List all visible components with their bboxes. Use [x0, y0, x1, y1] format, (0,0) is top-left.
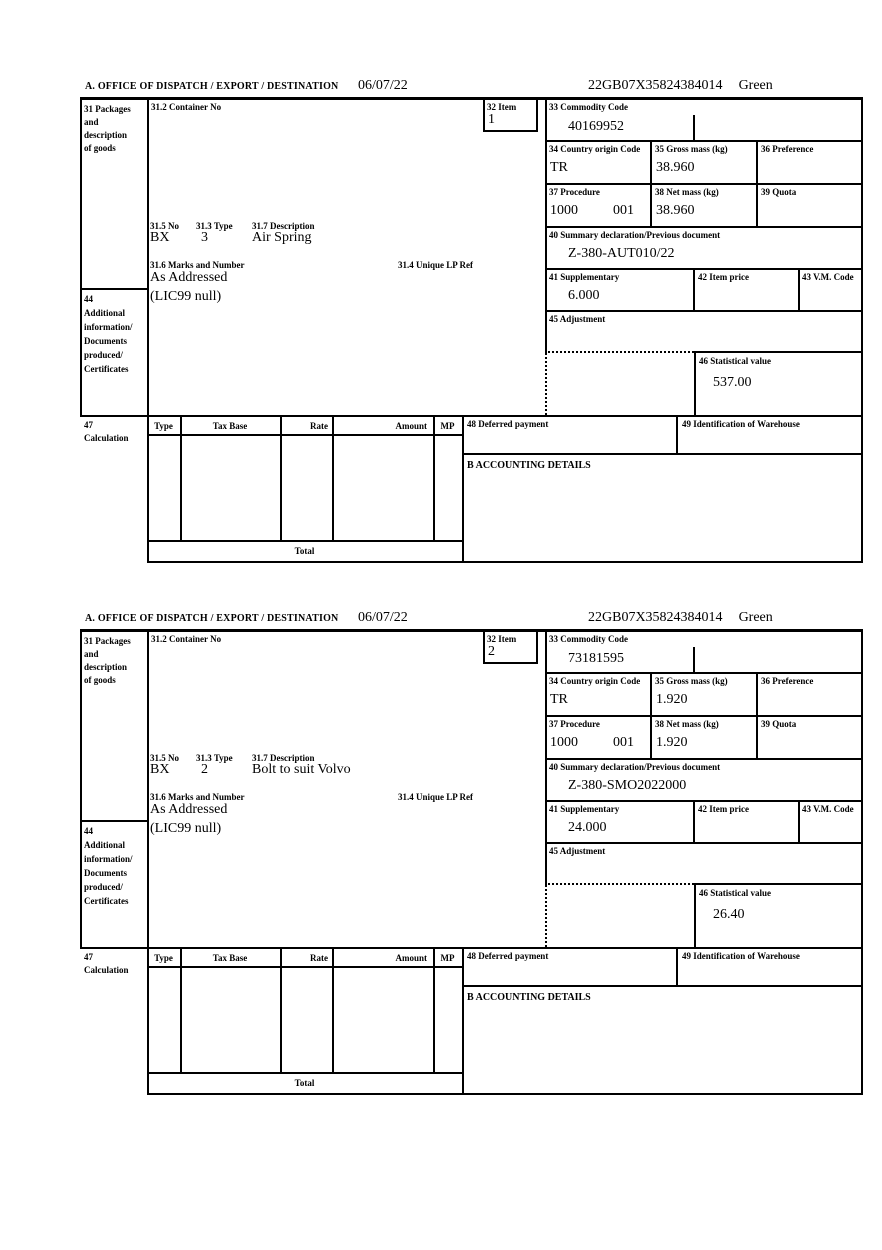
- grid-line: [332, 415, 334, 542]
- item-price-label: 42 Item price: [698, 804, 749, 814]
- item-number-label: 32 Item: [487, 102, 517, 112]
- grid-line: [545, 226, 863, 228]
- commodity-code-value: 73181595: [568, 651, 624, 666]
- grid-line: [433, 947, 435, 1074]
- grid-line: [545, 183, 863, 185]
- grid-line: [147, 561, 863, 563]
- office-of-dispatch-title: A. OFFICE OF DISPATCH / EXPORT / DESTINATION: [85, 81, 339, 92]
- label-line: Certificates: [84, 896, 129, 906]
- grid-line: [861, 97, 863, 563]
- grid-line: [80, 820, 149, 822]
- total-label: Total: [294, 546, 315, 556]
- packages-type-label: 31.3 Type: [196, 753, 233, 763]
- accounting-details-label: B ACCOUNTING DETAILS: [467, 992, 591, 1003]
- grid-line: [650, 672, 652, 760]
- supplementary-label: 41 Supplementary: [549, 804, 620, 814]
- grid-line: [147, 1072, 464, 1074]
- procedure-label: 37 Procedure: [549, 719, 600, 729]
- procedure-value-1: 1000: [550, 203, 578, 218]
- lp-ref-label: 31.4 Unique LP Ref: [398, 792, 474, 802]
- routing-status: Green: [738, 78, 773, 93]
- grid-line: [147, 434, 464, 436]
- label-line: 47: [84, 420, 93, 430]
- tax-base-header: Tax Base: [212, 421, 248, 431]
- grid-line: [536, 97, 538, 132]
- grid-line: [676, 947, 678, 987]
- grid-line: [756, 672, 758, 760]
- grid-line: [483, 97, 485, 130]
- item-number-label: 32 Item: [487, 634, 517, 644]
- grid-line: [545, 758, 863, 760]
- gross-mass-value: 38.960: [656, 160, 695, 175]
- label-line: produced/: [84, 882, 123, 892]
- tax-rate-header: Rate: [310, 953, 328, 963]
- warehouse-label: 49 Identification of Warehouse: [682, 951, 800, 961]
- quota-label: 39 Quota: [761, 187, 797, 197]
- grid-line: [462, 453, 863, 455]
- deferred-payment-label: 48 Deferred payment: [467, 951, 549, 961]
- summary-declaration-value: Z-380-SMO2022000: [568, 778, 687, 793]
- marks-value: As Addressed: [150, 270, 228, 285]
- statistical-value-label: 46 Statistical value: [699, 888, 771, 898]
- office-of-dispatch-title: A. OFFICE OF DISPATCH / EXPORT / DESTINATION: [85, 613, 339, 624]
- label-line: information/: [84, 854, 133, 864]
- packages-no-label: 31.5 No: [150, 753, 179, 763]
- adjustment-label: 45 Adjustment: [549, 846, 606, 856]
- net-mass-label: 38 Net mass (kg): [655, 187, 719, 197]
- grid-line: [545, 629, 547, 885]
- packages-type-label: 31.3 Type: [196, 221, 233, 231]
- grid-line: [545, 97, 547, 353]
- grid-line: [694, 883, 863, 885]
- box47-calculation-label: [84, 419, 129, 445]
- grid-line: [80, 947, 863, 949]
- procedure-value-2: 001: [613, 203, 634, 218]
- grid-line: [693, 647, 695, 672]
- preference-label: 36 Preference: [761, 144, 814, 154]
- label-line: 31 Packages: [84, 104, 131, 114]
- statistical-value-value: 26.40: [713, 907, 745, 922]
- box31-packages-label: [84, 103, 131, 155]
- tax-mp-header: MP: [440, 953, 455, 963]
- grid-line: [545, 140, 863, 142]
- grid-line: [483, 629, 485, 662]
- box44-additional-label: [84, 824, 133, 908]
- supplementary-value: 24.000: [568, 820, 607, 835]
- label-line: of goods: [84, 143, 116, 153]
- dotted-line: [545, 353, 547, 415]
- declaration-reference: [588, 610, 773, 625]
- warehouse-label: 49 Identification of Warehouse: [682, 419, 800, 429]
- vm-code-label: 43 V.M. Code: [802, 272, 854, 282]
- grid-line: [756, 140, 758, 228]
- procedure-label: 37 Procedure: [549, 187, 600, 197]
- country-origin-label: 34 Country origin Code: [549, 676, 641, 686]
- grid-line: [280, 947, 282, 1074]
- summary-declaration-value: Z-380-AUT010/22: [568, 246, 675, 261]
- additional-info-value: (LIC99 null): [150, 821, 222, 836]
- grid-line: [180, 415, 182, 542]
- grid-line: [545, 715, 863, 717]
- grid-line: [693, 115, 695, 140]
- summary-declaration-label: 40 Summary declaration/Previous document: [549, 230, 721, 240]
- packages-no-value: BX: [150, 230, 170, 245]
- total-label: Total: [294, 1078, 315, 1088]
- label-line: Additional: [84, 840, 126, 850]
- grid-line: [147, 629, 149, 1095]
- item-number-value: 1: [488, 112, 495, 127]
- deferred-payment-label: 48 Deferred payment: [467, 419, 549, 429]
- gross-mass-label: 35 Gross mass (kg): [655, 676, 728, 686]
- grid-line: [545, 310, 863, 312]
- grid-line: [694, 351, 696, 415]
- label-line: description: [84, 662, 128, 672]
- dotted-line: [545, 351, 694, 353]
- grid-line: [861, 629, 863, 1095]
- commodity-code-label: 33 Commodity Code: [549, 634, 628, 644]
- grid-line: [650, 140, 652, 228]
- label-line: description: [84, 130, 128, 140]
- grid-line: [147, 540, 464, 542]
- mrn-number: 22GB07X35824384014: [588, 78, 723, 93]
- lp-ref-label: 31.4 Unique LP Ref: [398, 260, 474, 270]
- grid-line: [693, 268, 695, 312]
- packages-no-value: BX: [150, 762, 170, 777]
- gross-mass-label: 35 Gross mass (kg): [655, 144, 728, 154]
- grid-line: [80, 629, 863, 632]
- gross-mass-value: 1.920: [656, 692, 688, 707]
- accounting-details-label: B ACCOUNTING DETAILS: [467, 460, 591, 471]
- declaration-reference: [588, 78, 773, 93]
- statistical-value-value: 537.00: [713, 375, 752, 390]
- grid-line: [545, 842, 863, 844]
- grid-line: [180, 947, 182, 1074]
- grid-line: [483, 130, 538, 132]
- description-value: Bolt to suit Volvo: [252, 762, 351, 777]
- description-label: 31.7 Description: [252, 221, 315, 231]
- country-origin-label: 34 Country origin Code: [549, 144, 641, 154]
- net-mass-value: 38.960: [656, 203, 695, 218]
- label-line: information/: [84, 322, 133, 332]
- marks-label: 31.6 Marks and Number: [150, 792, 245, 802]
- grid-line: [798, 268, 800, 312]
- grid-line: [693, 800, 695, 844]
- tax-amount-header: Amount: [395, 421, 427, 431]
- label-line: 44: [84, 294, 93, 304]
- commodity-code-value: 40169952: [568, 119, 624, 134]
- box47-calculation-label: [84, 951, 129, 977]
- dotted-line: [545, 885, 547, 947]
- grid-line: [80, 288, 149, 290]
- grid-line: [147, 97, 149, 563]
- grid-line: [798, 800, 800, 844]
- label-line: produced/: [84, 350, 123, 360]
- label-line: Calculation: [84, 433, 129, 443]
- marks-label: 31.6 Marks and Number: [150, 260, 245, 270]
- label-line: 47: [84, 952, 93, 962]
- label-line: Calculation: [84, 965, 129, 975]
- dotted-line: [545, 883, 694, 885]
- declaration-item-block: [80, 607, 864, 1107]
- grid-line: [80, 97, 863, 100]
- tax-rate-header: Rate: [310, 421, 328, 431]
- declaration-date: 06/07/22: [358, 610, 408, 625]
- container-no-label: 31.2 Container No: [151, 634, 222, 644]
- tax-mp-header: MP: [440, 421, 455, 431]
- description-value: Air Spring: [252, 230, 312, 245]
- grid-line: [80, 629, 82, 949]
- grid-line: [545, 268, 863, 270]
- label-line: and: [84, 649, 99, 659]
- grid-line: [462, 947, 464, 1095]
- country-origin-value: TR: [550, 160, 568, 175]
- net-mass-label: 38 Net mass (kg): [655, 719, 719, 729]
- label-line: 44: [84, 826, 93, 836]
- country-origin-value: TR: [550, 692, 568, 707]
- statistical-value-label: 46 Statistical value: [699, 356, 771, 366]
- description-label: 31.7 Description: [252, 753, 315, 763]
- label-line: Certificates: [84, 364, 129, 374]
- packages-type-value: 2: [201, 762, 208, 777]
- declaration-item-block: [80, 75, 864, 575]
- procedure-value-1: 1000: [550, 735, 578, 750]
- grid-line: [147, 1093, 863, 1095]
- label-line: and: [84, 117, 99, 127]
- supplementary-label: 41 Supplementary: [549, 272, 620, 282]
- label-line: Documents: [84, 868, 127, 878]
- label-line: Additional: [84, 308, 126, 318]
- grid-line: [80, 97, 82, 417]
- grid-line: [280, 415, 282, 542]
- grid-line: [483, 662, 538, 664]
- grid-line: [462, 985, 863, 987]
- adjustment-label: 45 Adjustment: [549, 314, 606, 324]
- label-line: Documents: [84, 336, 127, 346]
- marks-value: As Addressed: [150, 802, 228, 817]
- grid-line: [332, 947, 334, 1074]
- grid-line: [545, 800, 863, 802]
- net-mass-value: 1.920: [656, 735, 688, 750]
- packages-no-label: 31.5 No: [150, 221, 179, 231]
- label-line: 31 Packages: [84, 636, 131, 646]
- packages-type-value: 3: [201, 230, 208, 245]
- declaration-date: 06/07/22: [358, 78, 408, 93]
- box44-additional-label: [84, 292, 133, 376]
- grid-line: [545, 672, 863, 674]
- grid-line: [694, 883, 696, 947]
- supplementary-value: 6.000: [568, 288, 600, 303]
- tax-type-header: Type: [154, 421, 173, 431]
- grid-line: [536, 629, 538, 664]
- tax-amount-header: Amount: [395, 953, 427, 963]
- procedure-value-2: 001: [613, 735, 634, 750]
- additional-info-value: (LIC99 null): [150, 289, 222, 304]
- container-no-label: 31.2 Container No: [151, 102, 222, 112]
- routing-status: Green: [738, 610, 773, 625]
- grid-line: [676, 415, 678, 455]
- item-price-label: 42 Item price: [698, 272, 749, 282]
- box31-packages-label: [84, 635, 131, 687]
- preference-label: 36 Preference: [761, 676, 814, 686]
- tax-base-header: Tax Base: [212, 953, 248, 963]
- item-number-value: 2: [488, 644, 495, 659]
- label-line: of goods: [84, 675, 116, 685]
- summary-declaration-label: 40 Summary declaration/Previous document: [549, 762, 721, 772]
- vm-code-label: 43 V.M. Code: [802, 804, 854, 814]
- grid-line: [462, 415, 464, 563]
- grid-line: [694, 351, 863, 353]
- tax-type-header: Type: [154, 953, 173, 963]
- grid-line: [433, 415, 435, 542]
- grid-line: [147, 966, 464, 968]
- quota-label: 39 Quota: [761, 719, 797, 729]
- grid-line: [80, 415, 863, 417]
- mrn-number: 22GB07X35824384014: [588, 610, 723, 625]
- commodity-code-label: 33 Commodity Code: [549, 102, 628, 112]
